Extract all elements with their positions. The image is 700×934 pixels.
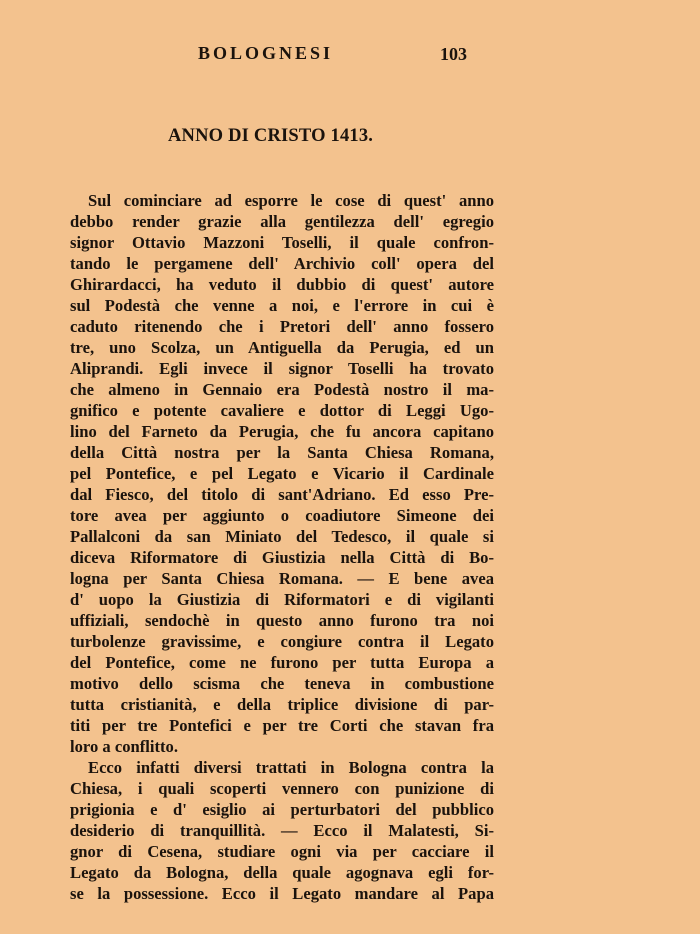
- text-line: titi per tre Pontefici e per tre Corti che stavan fra: [70, 716, 494, 735]
- text-line: Legato da Bologna, della quale agognava egli for-: [70, 863, 494, 882]
- text-line: turbolenze gravissime, e congiure contra il Legato: [70, 632, 494, 651]
- paragraph: [70, 757, 494, 904]
- text-line: tre, uno Scolza, un Antiguella da Perugia, ed un: [70, 338, 494, 357]
- text-line: gnifico e potente cavaliere e dottor di Leggi Ugo-: [70, 401, 494, 420]
- text-line: tore avea per aggiunto o coadiutore Simeone dei: [70, 506, 494, 525]
- body-text: [70, 190, 494, 904]
- text-line: tando le pergamene dell' Archivio coll' opera del: [70, 254, 494, 273]
- text-line: che almeno in Gennaio era Podestà nostro il ma-: [70, 380, 494, 399]
- text-line: della Città nostra per la Santa Chiesa Romana,: [70, 443, 494, 462]
- text-line: logna per Santa Chiesa Romana. — E bene avea: [70, 569, 494, 588]
- text-line: prigionia e d' esiglio ai perturbatori del pubblico: [70, 800, 494, 819]
- text-line: dal Fiesco, del titolo di sant'Adriano. Ed esso Pre-: [70, 485, 494, 504]
- chapter-title: ANNO DI CRISTO 1413.: [168, 126, 374, 146]
- text-line: Aliprandi. Egli invece il signor Toselli ha trovato: [70, 359, 494, 378]
- text-line: pel Pontefice, e pel Legato e Vicario il Cardinale: [70, 464, 494, 483]
- text-line: gnor di Cesena, studiare ogni via per cacciare il: [70, 842, 494, 861]
- text-line: Ecco infatti diversi trattati in Bologna contra la: [88, 758, 494, 777]
- text-line: caduto ritenendo che i Pretori dell' anno fossero: [70, 317, 494, 336]
- text-line: tutta cristianità, e della triplice divisione di par-: [70, 695, 494, 714]
- text-line: signor Ottavio Mazzoni Toselli, il quale confron-: [70, 233, 494, 252]
- text-line: Ghirardacci, ha veduto il dubbio di quest' autore: [70, 275, 494, 294]
- text-line: debbo render grazie alla gentilezza dell' egregio: [70, 212, 494, 231]
- text-line: d' uopo la Giustizia di Riformatori e di vigilanti: [70, 590, 494, 609]
- text-line: desiderio di tranquillità. — Ecco il Malatesti, Si-: [70, 821, 494, 840]
- text-line: diceva Riformatore di Giustizia nella Città di Bo-: [70, 548, 494, 567]
- running-head: BOLOGNESI: [198, 43, 334, 63]
- text-line: del Pontefice, come ne furono per tutta Europa a: [70, 653, 494, 672]
- text-line: Pallalconi da san Miniato del Tedesco, il quale si: [70, 527, 494, 546]
- text-line: loro a conflitto.: [70, 737, 178, 756]
- paragraph: [70, 190, 494, 757]
- text-line: uffiziali, sendochè in questo anno furono tra noi: [70, 611, 494, 630]
- text-line: motivo dello scisma che teneva in combustione: [70, 674, 494, 693]
- page-number: 103: [440, 44, 467, 64]
- text-line: sul Podestà che venne a noi, e l'errore in cui è: [70, 296, 494, 315]
- text-line: Sul cominciare ad esporre le cose di quest' anno: [88, 191, 494, 210]
- text-line: Chiesa, i quali scoperti vennero con punizione di: [70, 779, 494, 798]
- text-line: lino del Farneto da Perugia, che fu ancora capitano: [70, 422, 494, 441]
- text-line: se la possessione. Ecco il Legato mandare al Papa: [70, 884, 494, 903]
